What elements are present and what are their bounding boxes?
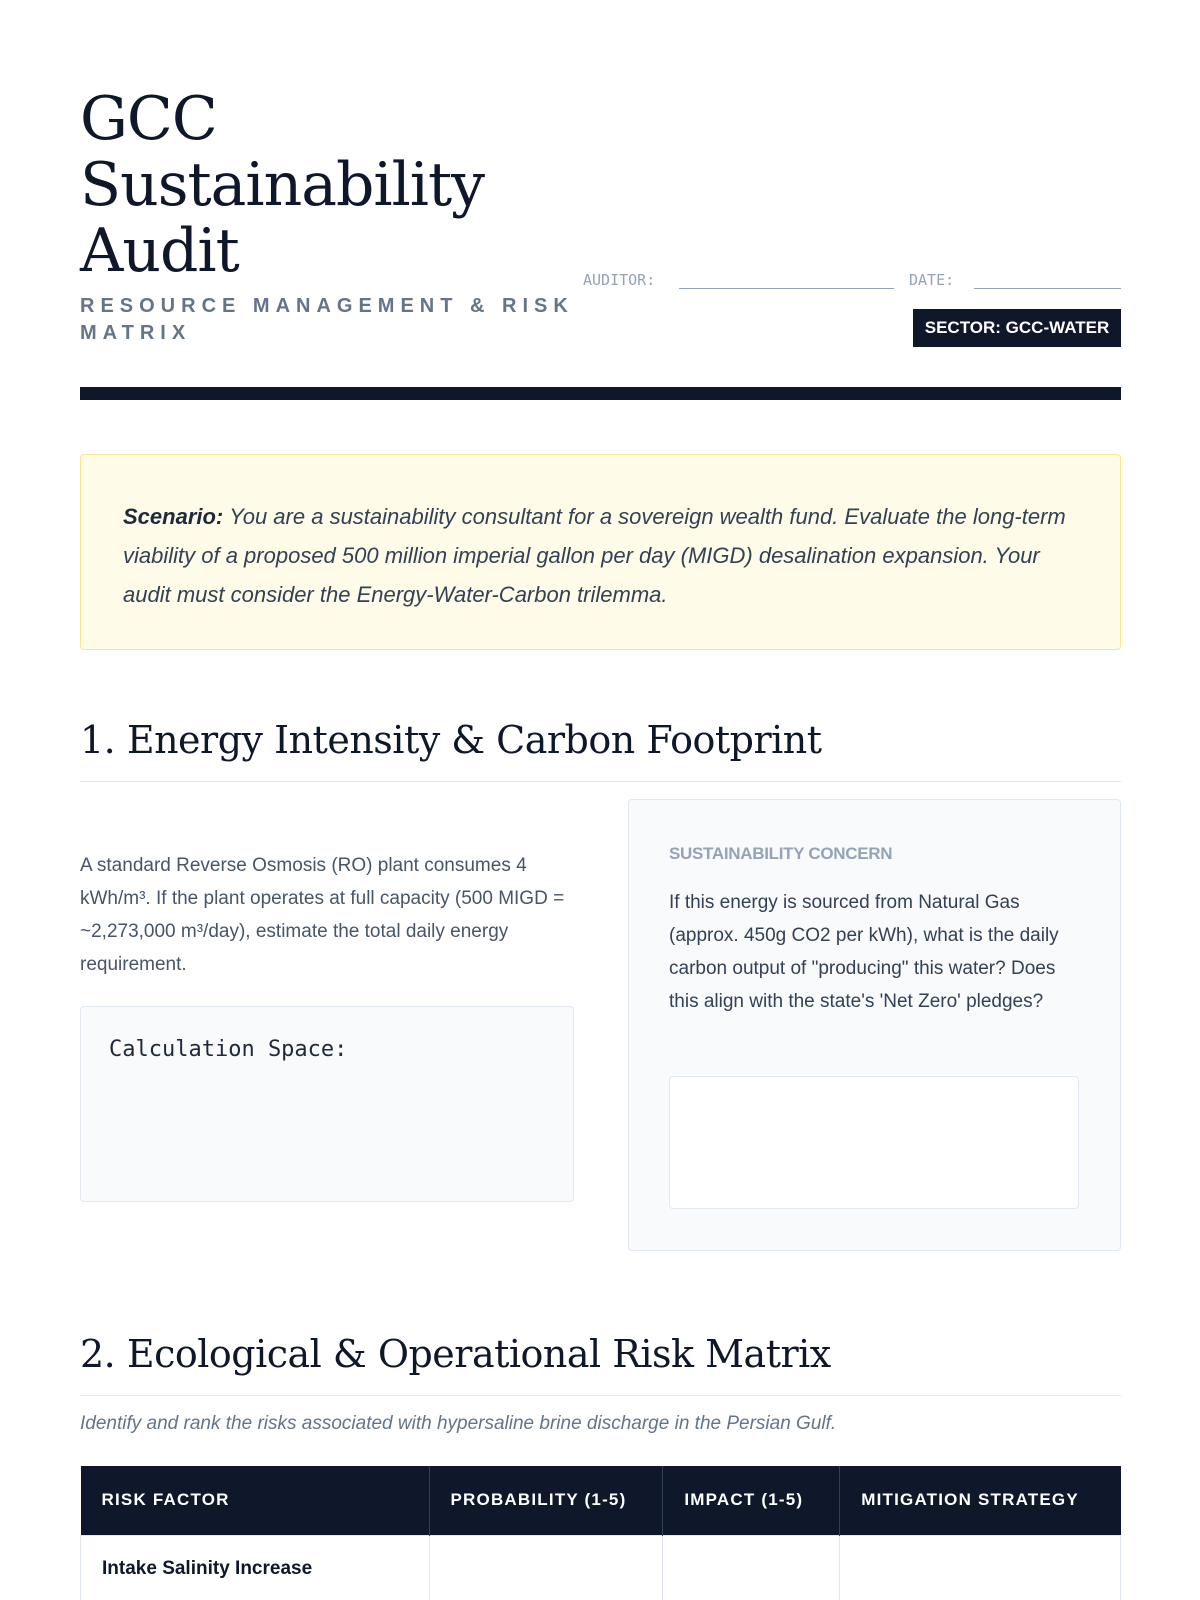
concern-label: SUSTAINABILITY CONCERN xyxy=(669,844,893,863)
auditor-label: AUDITOR: xyxy=(583,271,656,289)
section-2-title: 2. Ecological & Operational Risk Matrix xyxy=(80,1332,831,1376)
header-divider xyxy=(80,387,1121,400)
sector-badge: SECTOR: GCC-WATER xyxy=(913,309,1121,347)
impact-cell[interactable] xyxy=(663,1535,840,1600)
probability-cell[interactable] xyxy=(429,1535,663,1600)
section-1-divider xyxy=(80,781,1121,782)
scenario-callout xyxy=(80,454,1121,650)
auditor-field[interactable] xyxy=(679,288,894,289)
risk-matrix-table xyxy=(80,1466,1121,1600)
page-subtitle: RESOURCE MANAGEMENT & RISK MATRIX xyxy=(80,295,574,344)
date-field[interactable] xyxy=(974,288,1121,289)
date-label: DATE: xyxy=(909,271,955,289)
concern-question: If this energy is sourced from Natural Gas (approx. 450g CO2 per kWh), what is the daily carbon output of "producing" this water? Does this align with the state's 'Net Zero' pledges? xyxy=(669,892,1059,1012)
concern-answer-box[interactable] xyxy=(669,1076,1079,1209)
calculation-space[interactable] xyxy=(80,1006,574,1202)
risk-factor-cell: Intake Salinity Increase xyxy=(81,1535,430,1600)
scenario-lead: Scenario: xyxy=(123,504,224,529)
page-title: GCC Sustainability Audit xyxy=(80,84,485,286)
column-header: IMPACT (1-5) xyxy=(663,1466,840,1535)
calculation-label: Calculation Space: xyxy=(109,1037,348,1062)
scenario-text: You are a sustainability consultant for a sovereign wealth fund. Evaluate the long-term viability of a proposed 500 million imperial gallon per day (MIGD) desalination expansion. Your audit must consider the Energy-Water-Carbon trilemma. xyxy=(123,504,1066,607)
sustainability-concern-panel xyxy=(628,799,1121,1251)
mitigation-cell[interactable] xyxy=(840,1535,1121,1600)
section-1-title: 1. Energy Intensity & Carbon Footprint xyxy=(80,718,822,762)
section-2-note: Identify and rank the risks associated with hypersaline brine discharge in the Persian Gulf. xyxy=(80,1413,837,1434)
section-2-divider xyxy=(80,1395,1121,1396)
column-header: PROBABILITY (1-5) xyxy=(429,1466,663,1535)
table-header-row xyxy=(81,1466,1121,1535)
table-row xyxy=(81,1535,1121,1600)
column-header: MITIGATION STRATEGY xyxy=(840,1466,1121,1535)
section-1-intro: A standard Reverse Osmosis (RO) plant consumes 4 kWh/m³. If the plant operates at full capacity (500 MIGD = ~2,273,000 m³/day), estimate the total daily energy requirement. xyxy=(80,855,565,975)
column-header: RISK FACTOR xyxy=(81,1466,430,1535)
